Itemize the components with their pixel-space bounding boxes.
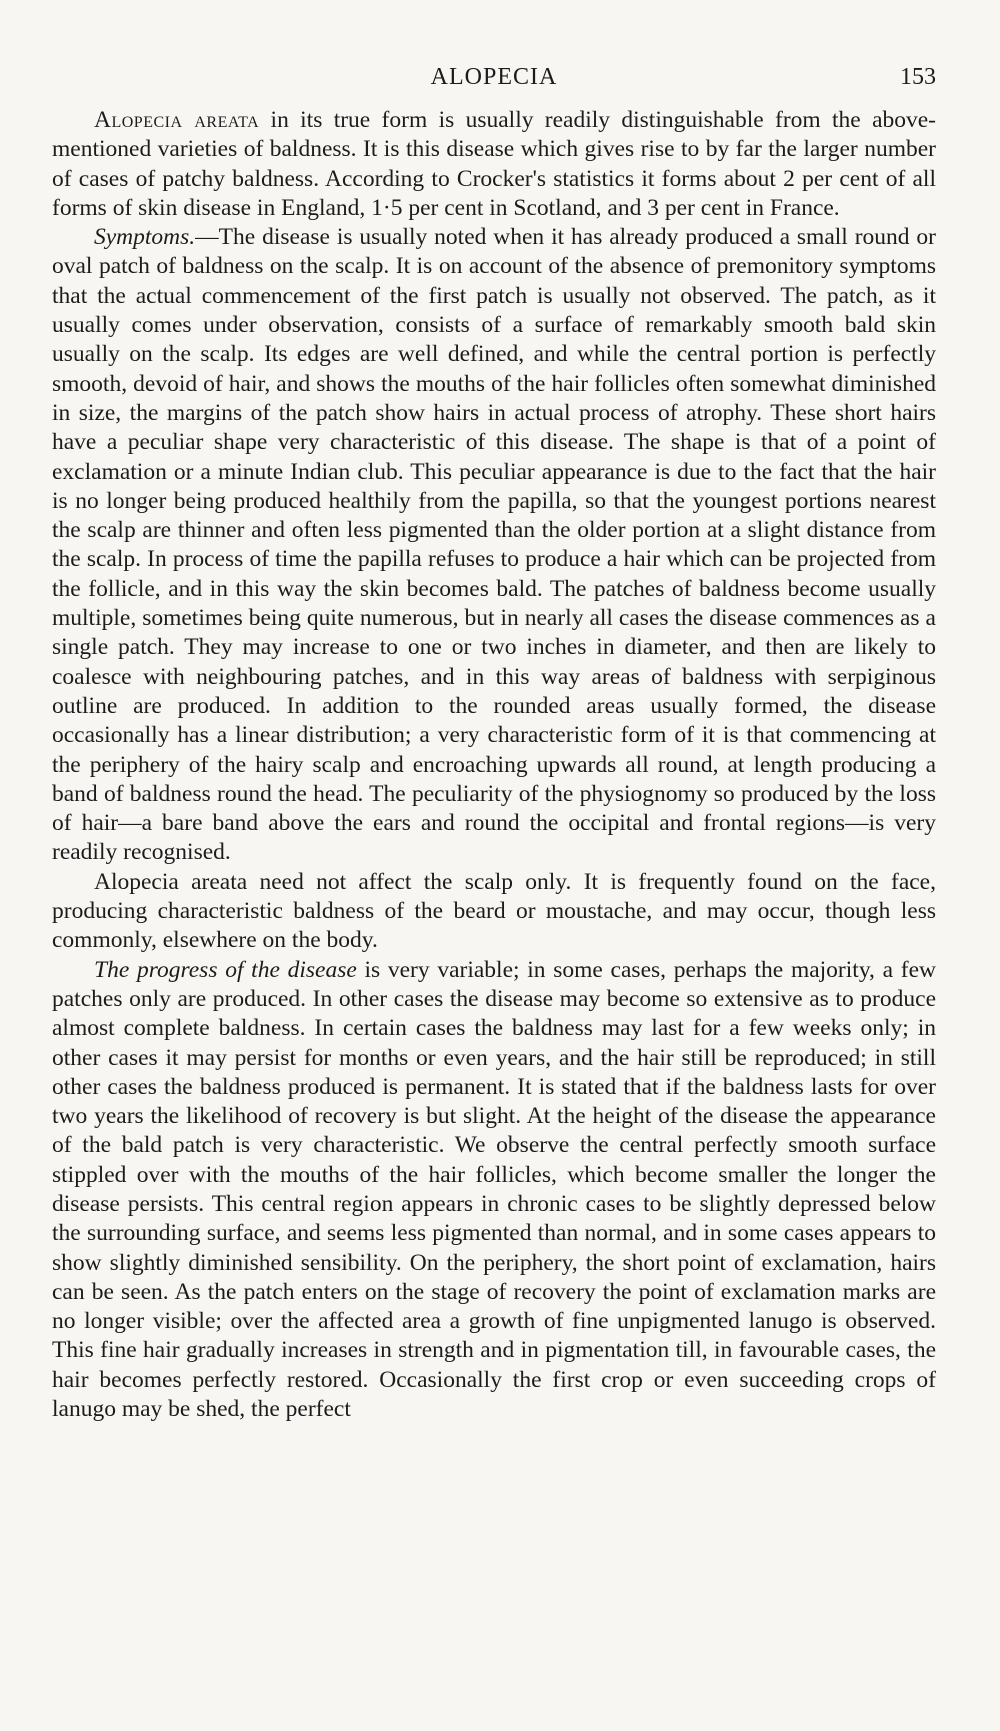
body-text: [52, 106, 936, 1424]
lead-italic: Symptoms.: [94, 224, 196, 251]
paragraph-text: Alopecia areata need not affect the scalp only. It is frequently found on the face, producing characteristic baldness of the beard or moustache, and may occur, though less commonly, elsewhere on the body.: [52, 868, 936, 954]
paragraph-progress: [52, 956, 936, 1425]
paragraph-alopecia-areata: [52, 106, 936, 223]
lead-smallcaps: Alopecia areata: [94, 107, 260, 133]
paragraph-text: —The disease is usually noted when it has already produced a small round or oval patch of baldness on the scalp. It is on account of the absence of premonitory symptoms that the actual commencement of the first patch is usually not observed. The patch, as it usually comes under observation, consists of a surface of remarkably smooth bald skin usually on the scalp. Its edges are well defined, and while the central portion is perfectly smooth, devoid of hair, and shows the mouths of the hair follicles often somewhat diminished in size, the margins of the patch show hairs in actual process of atrophy. These short hairs have a peculiar shape very characteristic of this disease. The shape is that of a point of exclamation or a minute Indian club. This peculiar appearance is due to the fact that the hair is no longer being produced healthily from the papilla, so that the youngest portions nearest the scalp are thinner and often less pigmented than the older portion at a slight distance from the scalp. In process of time the papilla refuses to produce a hair which can be projected from the follicle, and in this way the skin becomes bald. The patches of baldness become usually multiple, sometimes being quite numerous, but in nearly all cases the disease commences as a single patch. They may increase to one or two inches in diameter, and then are likely to coalesce with neighbouring patches, and in this way areas of baldness with serpiginous outline are produced. In addition to the rounded areas usually formed, the disease occasionally has a linear distribution; a very characteristic form of it is that commencing at the periphery of the hairy scalp and encroaching upwards all round, at length producing a band of baldness round the head. The peculiarity of the physiognomy so produced by the loss of hair—a bare band above the ears and round the occipital and frontal regions—is very readily recognised.: [52, 224, 936, 866]
book-page: [52, 56, 936, 1424]
paragraph-symptoms: [52, 223, 936, 868]
paragraph-text: in its true form is usually readily distinguishable from the above-mentioned varieties of baldness. It is this disease which gives rise to by far the larger number of cases of patchy baldness. According to Crocker's statistics it forms about 2 per cent of all forms of skin disease in England, 1·5 per cent in Scotland, and 3 per cent in France.: [52, 107, 937, 221]
paragraph-text: is very variable; in some cases, perhaps the majority, a few patches only are produced. In other cases the disease may become so extensive as to produce almost complete baldness. In certain cases the baldness may last for a few weeks only; in other cases it may persist for months or even years, and the hair still be reproduced; in still other cases the baldness produced is permanent. It is stated that if the baldness lasts for over two years the likelihood of recovery is but slight. At the height of the disease the appearance of the bald patch is very characteristic. We observe the central perfectly smooth surface stippled over with the mouths of the hair follicles, which become smaller the longer the disease persists. This central region appears in chronic cases to be slightly depressed below the surrounding surface, and seems less pigmented than normal, and in some cases appears to show slightly diminished sensibility. On the periphery, the short point of exclamation, hairs can be seen. As the patch enters on the stage of recovery the point of exclamation marks are no longer visible; over the affected area a growth of fine unpigmented lanugo is observed. This fine hair gradually increases in strength and in pigmentation till, in favourable cases, the hair becomes perfectly restored. Occasionally the first crop or even succeeding crops of lanugo may be shed, the perfect: [52, 956, 936, 1423]
page-number: 153: [900, 64, 936, 90]
page-header: [52, 56, 936, 96]
running-head: ALOPECIA: [430, 64, 558, 90]
paragraph-scalp-only: [52, 868, 936, 956]
lead-italic: The progress of the disease: [94, 956, 357, 983]
